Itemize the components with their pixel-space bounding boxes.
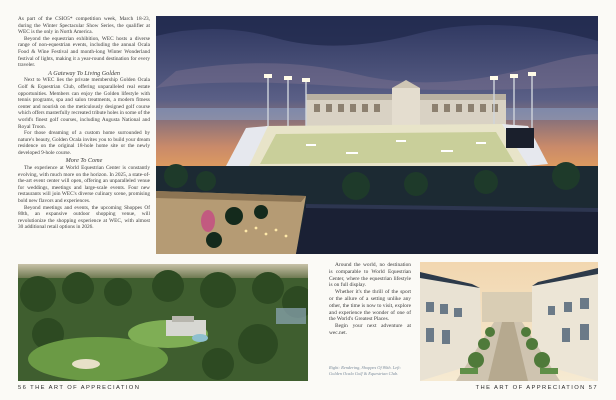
photo-caption: Right: Rendering, Shoppes Of 80th. Left: Golden Ocala Golf & Equestrian Club. <box>329 365 402 376</box>
section-heading: A Gateway To Living Golden <box>48 69 120 77</box>
paragraph: Whether it's the thrill of the sport or the allure of a setting unlike any other, the time is now to visit, explore and experience the wonder of one of the World's Greatest Places. <box>329 289 411 323</box>
left-text-column <box>18 16 150 231</box>
golf-club-aerial-photo <box>18 264 308 381</box>
paragraph: For those dreaming of a custom home surrounded by nature's beauty, Golden Ocala invites you to build your dream residence on the original 18-hole home site or the newly developed 9-hole course. <box>18 130 150 156</box>
page-footer-left: 56 THE ART OF APPRECIATION <box>18 385 141 391</box>
paragraph: As part of the CSIO5* competition week, March 18-23, during the Winter Spectacular Show Series, the qualifier at WEC is the only in North America. <box>18 16 150 36</box>
section-heading: More To Come <box>65 157 103 165</box>
paragraph: Around the world, no destination is comparable to World Equestrian Center, where the equestrian lifestyle is on full display. <box>329 262 411 289</box>
paragraph: The experience at World Equestrian Center is constantly evolving, with much more on the horizon. In 2025, a state-of-the-art event center will open, offering an unparalleled venue for weddings, meetings and large-scale events. Four new restaurants will join WEC's diverse culinary scene, promising bold new flavors and experiences. <box>18 165 150 205</box>
paragraph: Begin your next adventure at wec.net. <box>329 323 411 336</box>
paragraph: Beyond the equestrian exhibition, WEC hosts a diverse range of non-equestrian events, including the annual Ocala Food & Wine Festival and month-long Winter Wonderland festival of lights, making it a year-round destination for every traveler. <box>18 35 150 69</box>
paragraph: Next to WEC lies the private membership Golden Ocala Golf & Equestrian Club, offering unparalleled real estate opportunities. Members can enjoy the Golden lifestyle with tennis programs, spa and salon treatments, a modern fitness center and nourish on the meticulously designed golf course which offers masterfully recreated tribute holes in some of the world's finest golf courses, including Augusta National and Royal Troon. <box>18 77 150 130</box>
arena-dusk-photo <box>156 16 598 254</box>
shoppes-rendering-photo <box>420 262 598 381</box>
paragraph: Beyond meetings and events, the upcoming Shoppes Of 80th, an expansive outdoor shopping venue, will revolutionize the shopping experience at WEC, with almost 30 additional retail options in 2026. <box>18 204 150 231</box>
page-footer-right: THE ART OF APPRECIATION 57 <box>475 385 598 391</box>
closing-text-column <box>329 262 411 337</box>
